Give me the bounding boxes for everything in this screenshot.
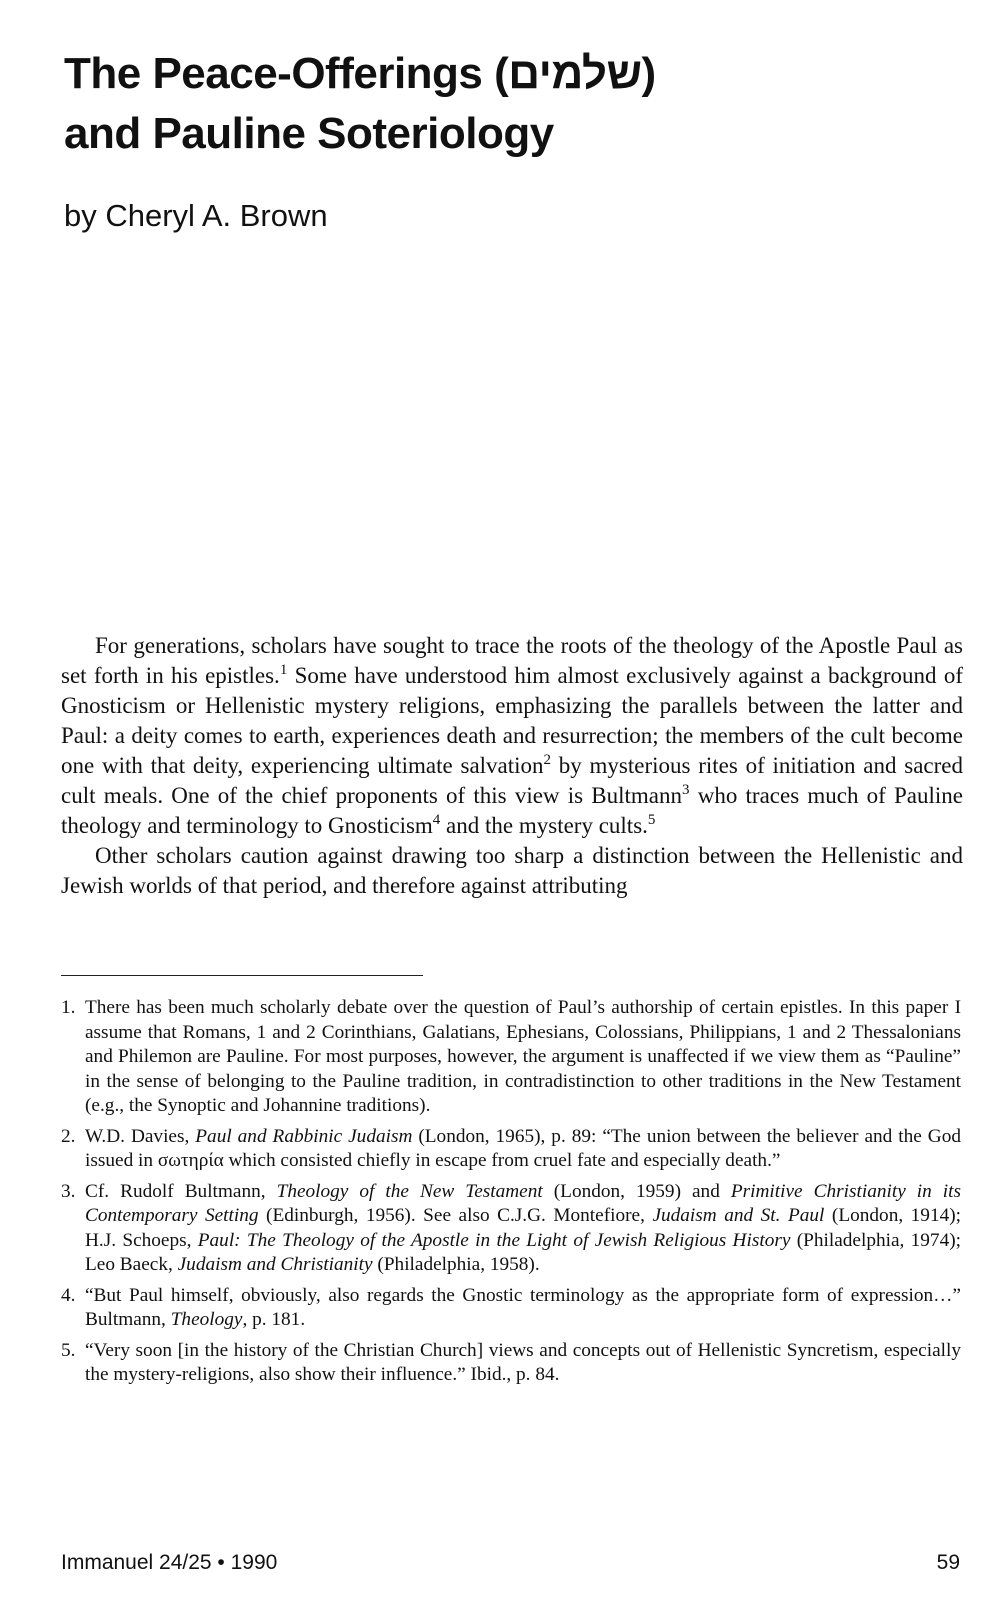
body-paragraph-1 xyxy=(61,631,963,841)
book-title: Theology xyxy=(170,1309,243,1330)
page-number: 59 xyxy=(936,1551,960,1574)
body-text: by mysterious rites of initiation and sacred cult meals. One of the chief proponents of this view is Bultmann xyxy=(61,753,963,808)
footnotes-list xyxy=(61,996,961,1394)
body-paragraph-2: Other scholars caution against drawing too sharp a distinction between the Hellenistic and Jewish worlds of that period, and therefore against attributing xyxy=(61,843,963,898)
book-title: Judaism and St. Paul xyxy=(652,1205,825,1226)
footnote-2 xyxy=(61,1125,961,1174)
body-text: For generations, scholars have sought to trace the roots of the theology of the Apostle Paul as set forth in his epistles. xyxy=(61,633,963,688)
book-title: Theology of the New Testament xyxy=(276,1180,543,1202)
book-title: Paul and Rabbinic Judaism xyxy=(195,1125,413,1147)
footnote-divider xyxy=(61,975,423,976)
footnote-text: W.D. Davies, Paul and Rabbinic Judaism (London, 1965), p. 89: “The union between the believer and the God issued in σωτηρία which consisted chiefly in escape from cruel fate and especially death.” xyxy=(85,1125,961,1171)
footnote-5 xyxy=(61,1339,961,1388)
body-text: who traces much of Pauline theology and terminology to Gnosticism xyxy=(61,783,964,838)
author-byline: by Cheryl A. Brown xyxy=(64,198,328,233)
footnote-number: 2. xyxy=(61,1125,76,1147)
footnote-text: There has been much scholarly debate over the question of Paul’s authorship of certain epistles. In this paper I assume that Romans, 1 and 2 Corinthians, Galatians, Ephesians, Colossians, Philippians, 1 and 2 Thessalonians and Philemon are Pauline. For most purposes, however, the argument is unaffected if we view them as “Pauline” in the sense of belonging to the Pauline tradition, in contradistinction to other traditions in the New Testament (e.g., the Synoptic and Johannine traditions). xyxy=(85,997,961,1116)
footnote-number: 3. xyxy=(61,1180,76,1202)
book-title: Judaism and Christianity xyxy=(177,1254,373,1275)
footnote-3 xyxy=(61,1180,961,1278)
title-line-1: The Peace-Offerings (שלמים) xyxy=(64,49,656,98)
body-text: and the mystery cults. xyxy=(440,813,648,838)
title-line-2: and Pauline Soteriology xyxy=(64,109,554,158)
footnote-ref-3: 3 xyxy=(682,782,690,798)
article-title xyxy=(64,44,944,164)
footnote-number: 1. xyxy=(61,997,76,1018)
book-title: Primitive Christianity in its Contemporary Setting xyxy=(85,1180,962,1226)
footnote-text: “But Paul himself, obviously, also regards the Gnostic terminology as the appropriate form of expression…” Bultmann, Theology, p. 181. xyxy=(85,1284,961,1330)
journal-footer: Immanuel 24/25 • 1990 xyxy=(61,1551,278,1574)
footnote-ref-2: 2 xyxy=(543,752,552,768)
footnote-1 xyxy=(61,996,961,1119)
footnote-4 xyxy=(61,1284,961,1333)
footnote-number: 5. xyxy=(61,1339,76,1361)
footnote-text: Cf. Rudolf Bultmann, Theology of the New Testament (London, 1959) and Primitive Christianity in its Contemporary Setting (Edinburgh, 1956). See also C.J.G. Montefiore, Judaism and St. Paul (London, 1914); H.J. Schoeps, Paul: The Theology of the Apostle in the Light of Jewish Religious History (Philadelphia, 1974); Leo Baeck, Judaism and Christianity (Philadelphia, 1958). xyxy=(85,1180,962,1275)
footnote-ref-4: 4 xyxy=(432,812,441,828)
book-title: Paul: The Theology of the Apostle in the Light of Jewish Religious History xyxy=(197,1229,791,1251)
footnote-ref-1: 1 xyxy=(279,662,288,678)
footnote-text: “Very soon [in the history of the Christian Church] views and concepts out of Hellenistic Syncretism, especially the mystery-religions, also show their influence.” Ibid., p. 84. xyxy=(85,1339,961,1385)
footnote-ref-5: 5 xyxy=(647,812,656,828)
footnote-number: 4. xyxy=(61,1284,76,1306)
body-text: Some have understood him almost exclusively against a background of Gnosticism or Hellenistic mystery religions, emphasizing the parallels between the latter and Paul: a deity comes to earth, experiences death and resurrection; the members of the cult become one with that deity, experiencing ultimate salvation xyxy=(61,663,963,778)
article-body xyxy=(61,631,963,901)
